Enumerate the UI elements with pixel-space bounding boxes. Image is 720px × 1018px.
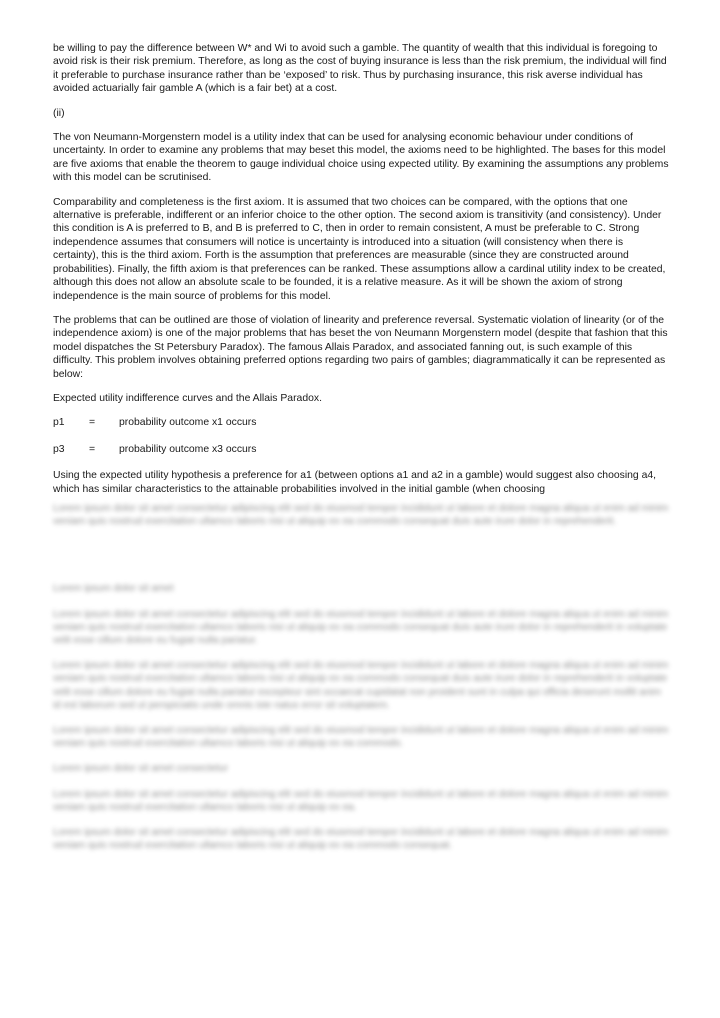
- figure-caption: Expected utility indifference curves and the Allais Paradox.: [53, 392, 322, 404]
- definition-meaning: probability outcome x3 occurs: [119, 443, 257, 455]
- section-marker: (ii): [53, 107, 65, 119]
- definition-term: p3: [53, 443, 65, 455]
- definition-equals: =: [89, 417, 96, 429]
- paragraph-risk-premium: be willing to pay the difference between W* and Wi to avoid such a gamble. The quantity of wealth that this individual is foregoing to avoid risk is their risk premium. Therefore, as long as the cost of buying insurance is less than the risk premium, the individual will find it preferable to purchase insurance rather than be ‘exposed’ to risk. Thus by purchasing insurance, this risk averse individual has avoided actuarially fair gamble A (which is a fair bet) at a cost.: [53, 43, 667, 95]
- paragraph-vnm-model: The von Neumann-Morgenstern model is a utility index that can be used for analysing economic behaviour under conditions of uncertainty. In order to examine any problems that may beset this model, the axioms need to be highlighted. The bases for this model are five axioms that enable the theorem to gauge individual choice using expected utility. By examining the assumptions any problems with this model can be scrutinised.: [53, 132, 669, 184]
- definition-term: p1: [53, 417, 65, 429]
- definition-row: [53, 416, 670, 429]
- document-body: [53, 42, 670, 507]
- definition-equals: =: [89, 443, 96, 455]
- definition-meaning: probability outcome x1 occurs: [119, 417, 257, 429]
- paragraph-cut-off: Using the expected utility hypothesis a preference for a1 (between options a1 and a2 in a gamble) would suggest also choosing a4, which has similar characteristics to the attainable probabilities involved in the initial gamble (when choosing: [53, 470, 657, 495]
- paragraph-problems: The problems that can be outlined are those of violation of linearity and preference reversal. Systematic violation of linearity (or of the independence axiom) is one of the major problems that has beset the von Neumann Morgenstern model (despite that fashion that this model dispatches the St Petersbury Paradox). The famous Allais Paradox, and associated fanning out, is such example of this difficulty. This problem involves obtaining preferred options regarding two pairs of gambles; diagrammatically it can be represented as below:: [53, 314, 668, 380]
- blurred-preview-region: Lorem ipsum dolor sit amet consectetur adipiscing elit sed do eiusmod tempor incididunt ut labore et dolore magna aliqua ut enim ad minim veniam quis nostrud exercitation ullamco laboris nisi ut aliquip ex ea commodo consequat duis aute irure dolor in reprehenderit. Lorem ipsum dolor sit amet Lorem ipsum dolor sit amet consectetur adipiscing elit sed do eiusmod tempor incididunt ut labore et dolore magna aliqua ut enim ad minim veniam quis nostrud exercitation ullamco laboris nisi ut aliquip ex ea commodo consequat duis aute irure dolor in reprehenderit in voluptate velit esse cillum dolore eu fugiat nulla pariatur. Lorem ipsum dolor sit amet consectetur adipiscing elit sed do eiusmod tempor incididunt ut labore et dolore magna aliqua ut enim ad minim veniam quis nostrud exercitation ullamco laboris nisi ut aliquip ex ea commodo consequat duis aute irure dolor in reprehenderit in voluptate velit esse cillum dolore eu fugiat nulla pariatur excepteur sint occaecat cupidatat non proident sunt in culpa qui officia deserunt mollit anim id est laborum sed ut perspiciatis unde omnis iste natus error sit voluptatem. Lorem ipsum dolor sit amet consectetur adipiscing elit sed do eiusmod tempor incididunt ut labore et dolore magna aliqua ut enim ad minim veniam quis nostrud exercitation ullamco laboris nisi ut aliquip ex ea commodo. Lorem ipsum dolor sit amet consectetur Lorem ipsum dolor sit amet consectetur adipiscing elit sed do eiusmod tempor incididunt ut labore et dolore magna aliqua ut enim ad minim veniam quis nostrud exercitation ullamco laboris nisi ut aliquip ex ea. Lorem ipsum dolor sit amet consectetur adipiscing elit sed do eiusmod tempor incididunt ut labore et dolore magna aliqua ut enim ad minim veniam quis nostrud exercitation ullamco laboris nisi ut aliquip ex ea commodo consequat.: [53, 503, 669, 852]
- paragraph-axioms: Comparability and completeness is the first axiom. It is assumed that two choices can be compared, with the options that one alternative is preferable, indifferent or an inferior choice to the other option. The second axiom is transitivity (and consistency). Under this condition is A is preferred to B, and B is preferred to C, then in order to remain consistent, A must be preferable to C. Strong independence assumes that consumers will notice is uncertainty is introduced into a situation (will consistency when there is certainty), this is the third axiom. Forth is the assumption that preferences are measurable (since they are constructed around probabilities). Finally, the fifth axiom is that preferences can be ranked. These assumptions allow a cardinal utility index to be created, although this does not allow an absolute scale to be founded, it is a relative measure. As it will be shown the axiom of strong independence is the main source of problems for this model.: [53, 196, 666, 302]
- definition-row: [53, 443, 670, 456]
